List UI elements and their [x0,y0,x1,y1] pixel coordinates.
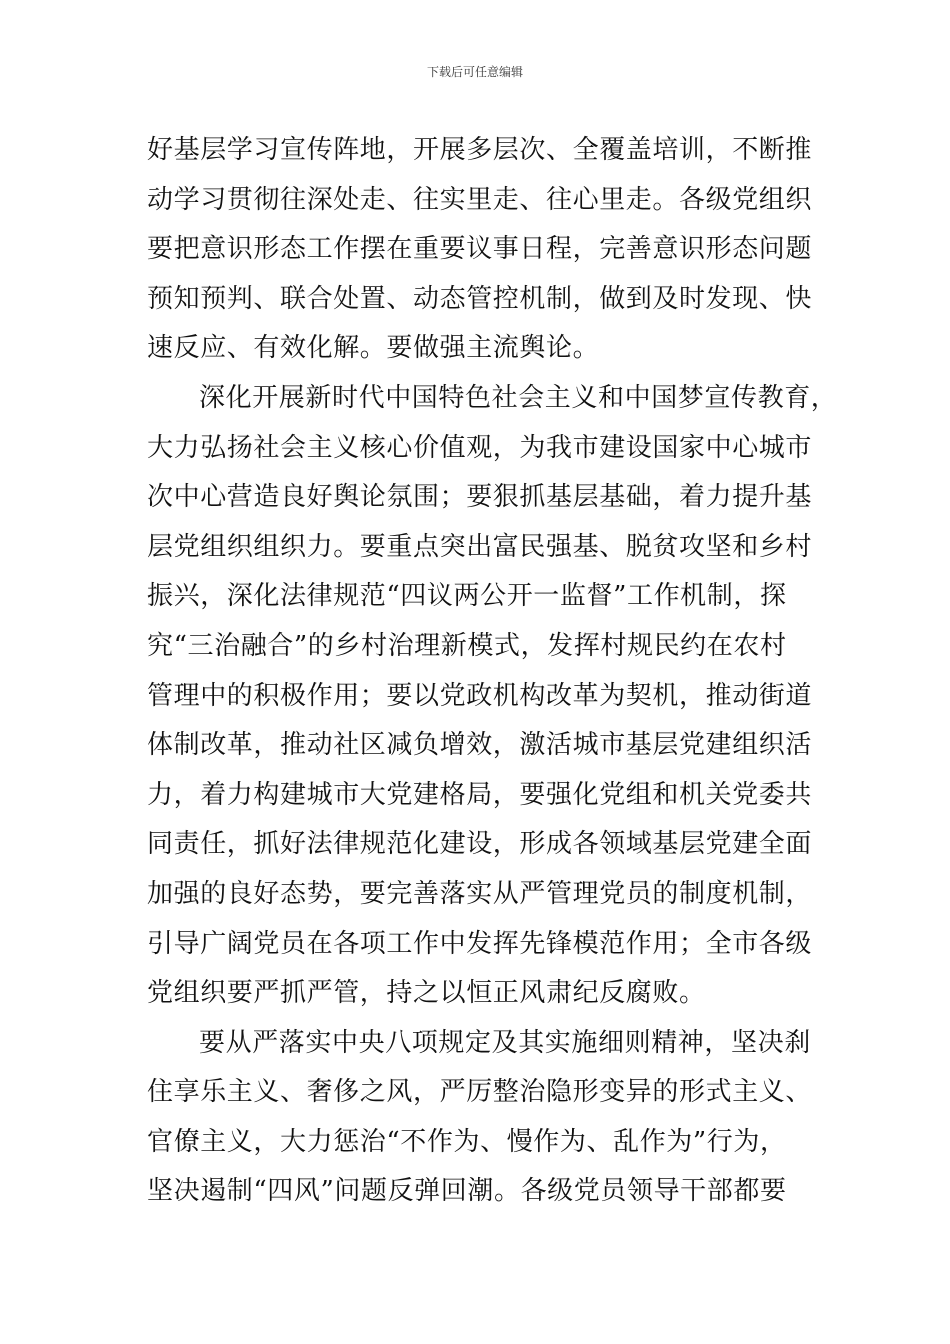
text-line: 究“三治融合”的乡村治理新模式，发挥村规民约在农村 [147,630,787,661]
text-line: 要把意识形态工作摆在重要议事日程，完善意识形态问题 [147,234,813,265]
text-line: 住享乐主义、奢侈之风，严厉整治隐形变异的形式主义、 [147,1077,813,1108]
text-line: 体制改革，推动社区减负增效，激活城市基层党建组织活 [147,730,813,761]
text-line: 速反应、有效化解。要做强主流舆论。 [147,333,600,364]
text-line: 力，着力构建城市大党建格局，要强化党组和机关党委共 [147,779,813,810]
text-line: 好基层学习宣传阵地，开展多层次、全覆盖培训，不断推 [147,135,813,165]
text-line: 党组织要严抓严管，持之以恒正风肃纪反腐败。 [147,978,706,1009]
text-line: 管理中的积极作用；要以党政机构改革为契机，推动街道 [147,680,813,711]
text-line: 同责任，抓好法律规范化建设，形成各领域基层党建全面 [147,829,813,860]
text-line: 大力弘扬社会主义核心价值观，为我市建设国家中心城市 [147,432,813,463]
text-line: 动学习贯彻往深处走、往实里走、往心里走。各级党组织 [147,184,813,215]
text-line: 预知预判、联合处置、动态管控机制，做到及时发现、快 [147,283,813,314]
text-line: 加强的良好态势，要完善落实从严管理党员的制度机制， [147,878,813,909]
text-line: 坚决遏制“四风”问题反弹回潮。各级党员领导干部都要 [147,1176,787,1207]
text-line: 引导广阔党员在各项工作中发挥先锋模范作用；全市各级 [147,928,813,959]
text-line: 次中心营造良好舆论氛围；要狠抓基层基础，着力提升基 [147,482,813,513]
text-line: 官僚主义，大力惩治“不作为、慢作为、乱作为”行为， [147,1126,787,1157]
text-line: 振兴，深化法律规范“四议两公开一监督”工作机制，探 [147,581,787,612]
body-text [147,126,838,1217]
text-line: 层党组织组织力。要重点突出富民强基、脱贫攻坚和乡村 [147,531,813,562]
text-line: 要从严落实中央八项规定及其实施细则精神，坚决刹 [199,1027,811,1058]
text-line: 深化开展新时代中国特色社会主义和中国梦宣传教育， [199,382,838,413]
page-header: 下载后可任意编辑 [426,65,523,79]
